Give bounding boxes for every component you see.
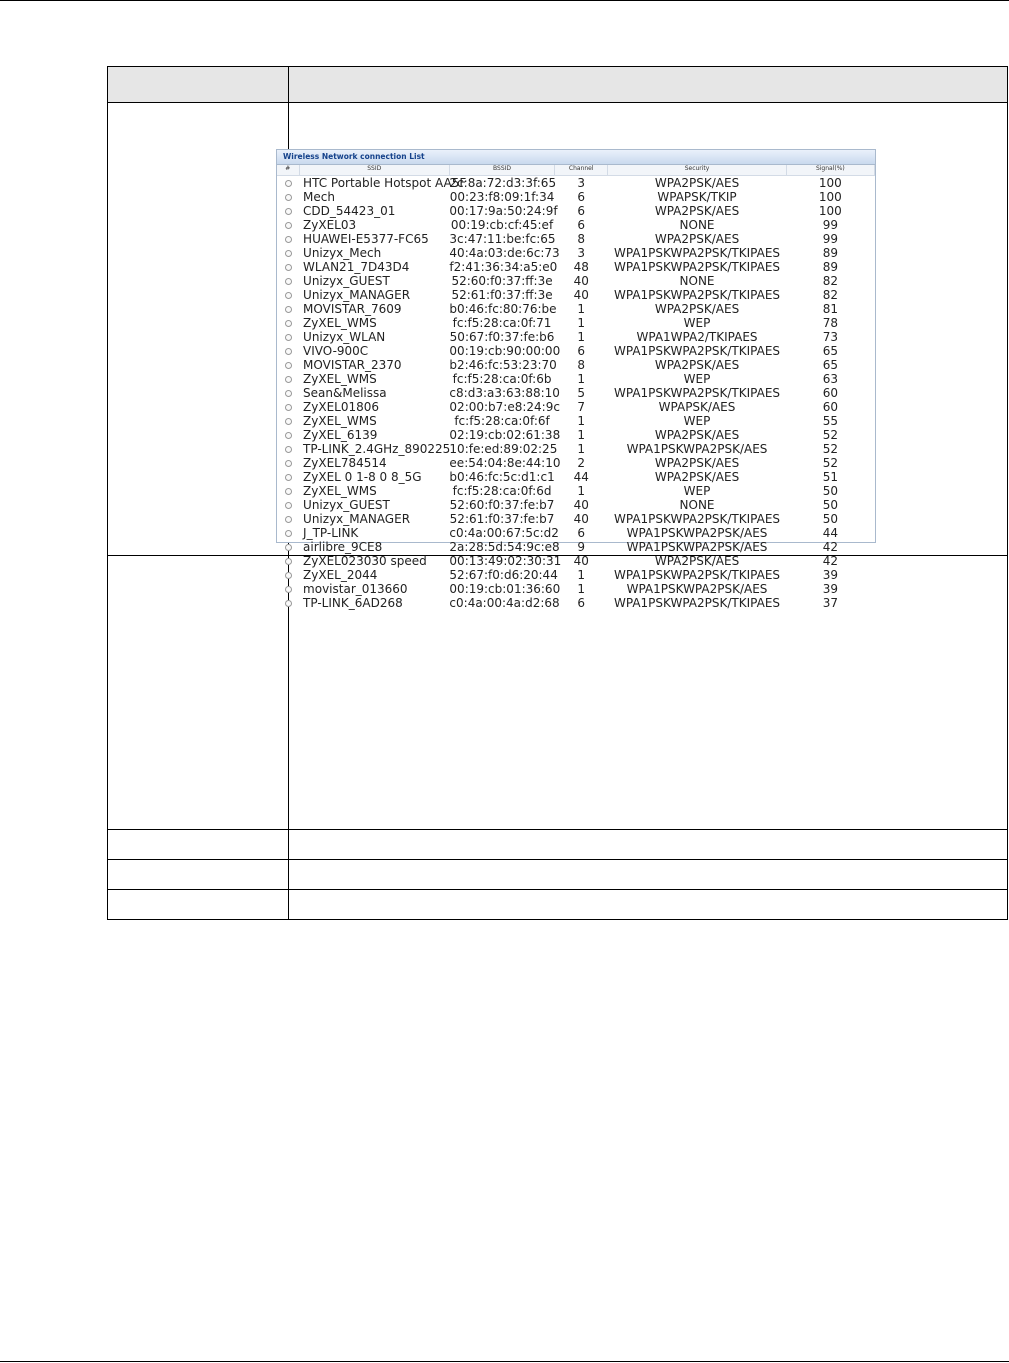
network-row[interactable] <box>277 246 875 260</box>
network-row[interactable] <box>277 218 875 232</box>
security-cell: WPA2PSK/AES <box>654 358 740 372</box>
radio-button[interactable] <box>285 474 292 481</box>
security-cell: WPA1PSKWPA2PSK/TKIPAES <box>614 596 781 610</box>
radio-button[interactable] <box>285 502 292 509</box>
bssid-cell: 50:67:f0:37:fe:b6 <box>449 330 555 344</box>
channel-cell: 8 <box>577 232 586 246</box>
channel-cell: 1 <box>577 442 586 456</box>
signal-cell: 89 <box>822 260 838 274</box>
channel-cell: 1 <box>577 484 586 498</box>
ssid-cell: VIVO-900C <box>303 344 369 358</box>
ssid-cell: Unizyx_WLAN <box>303 330 386 344</box>
channel-cell: 7 <box>577 400 586 414</box>
network-row[interactable] <box>277 190 875 204</box>
channel-cell: 3 <box>577 176 586 190</box>
network-row[interactable] <box>277 302 875 316</box>
network-row[interactable] <box>277 204 875 218</box>
channel-cell: 6 <box>577 218 586 232</box>
network-table-body <box>277 176 875 611</box>
network-row[interactable] <box>277 428 875 442</box>
security-cell: NONE <box>679 218 715 232</box>
bssid-cell: 10:fe:ed:89:02:25 <box>449 442 558 456</box>
radio-button[interactable] <box>285 572 292 579</box>
radio-button[interactable] <box>285 488 292 495</box>
network-row[interactable] <box>277 414 875 428</box>
radio-button[interactable] <box>285 236 292 243</box>
radio-button[interactable] <box>285 530 292 537</box>
channel-cell: 1 <box>577 414 586 428</box>
channel-cell: 1 <box>577 428 586 442</box>
radio-button[interactable] <box>285 390 292 397</box>
select-radio[interactable] <box>277 540 299 554</box>
bssid-cell: ee:54:04:8e:44:10 <box>449 456 561 470</box>
column-header-security[interactable]: Security <box>608 165 786 176</box>
bssid-cell: 52:60:f0:37:ff:3e <box>451 274 553 288</box>
radio-button[interactable] <box>285 264 292 271</box>
description-cell <box>289 860 1008 890</box>
ssid-cell: Unizyx_GUEST <box>303 498 390 512</box>
document-table <box>107 66 1008 920</box>
network-row[interactable] <box>277 330 875 344</box>
column-header-signal[interactable]: Signal(%) <box>786 165 874 176</box>
channel-cell: 40 <box>573 512 589 526</box>
column-header-ssid[interactable]: SSID <box>299 165 449 176</box>
select-radio[interactable] <box>277 344 299 358</box>
channel-cell: 6 <box>577 526 586 540</box>
signal-cell: 44 <box>822 526 838 540</box>
ssid-cell: WLAN21_7D43D4 <box>303 260 410 274</box>
select-radio[interactable] <box>277 204 299 218</box>
network-table-header <box>277 165 875 176</box>
select-radio[interactable] <box>277 526 299 540</box>
ssid-cell: ZyXEL784514 <box>303 456 387 470</box>
security-cell: WPA1WPA2/TKIPAES <box>636 330 758 344</box>
radio-button[interactable] <box>285 558 292 565</box>
radio-button[interactable] <box>285 348 292 355</box>
radio-button[interactable] <box>285 404 292 411</box>
select-radio[interactable] <box>277 428 299 442</box>
signal-cell: 60 <box>822 386 838 400</box>
security-cell: WPA1PSKWPA2PSK/TKIPAES <box>614 344 781 358</box>
signal-cell: 52 <box>822 456 838 470</box>
network-row[interactable] <box>277 470 875 484</box>
signal-cell: 42 <box>822 540 838 554</box>
ssid-cell: ZyXEL_WMS <box>303 372 377 386</box>
signal-cell: 100 <box>818 190 842 204</box>
bssid-cell: fc:f5:28:ca:0f:6b <box>452 372 552 386</box>
ssid-cell: airlibre_9CE8 <box>303 540 383 554</box>
label-cell <box>108 103 289 556</box>
radio-button[interactable] <box>285 460 292 467</box>
network-row[interactable] <box>277 526 875 540</box>
radio-button[interactable] <box>285 376 292 383</box>
select-radio[interactable] <box>277 288 299 302</box>
signal-cell: 60 <box>822 400 838 414</box>
select-radio[interactable] <box>277 582 299 596</box>
security-cell: NONE <box>679 498 715 512</box>
signal-cell: 82 <box>822 274 838 288</box>
security-cell: WPA1PSKWPA2PSK/TKIPAES <box>614 512 781 526</box>
network-row[interactable] <box>277 484 875 498</box>
channel-cell: 40 <box>573 288 589 302</box>
signal-cell: 89 <box>822 246 838 260</box>
radio-button[interactable] <box>285 544 292 551</box>
security-cell: WPA1PSKWPA2PSK/TKIPAES <box>614 568 781 582</box>
security-cell: WPA1PSKWPA2PSK/AES <box>626 582 768 596</box>
channel-cell: 40 <box>573 498 589 512</box>
bssid-cell: 00:19:cb:cf:45:ef <box>450 218 554 232</box>
channel-cell: 6 <box>577 204 586 218</box>
ssid-cell: ZyXEL_WMS <box>303 316 377 330</box>
signal-cell: 39 <box>822 568 838 582</box>
signal-cell: 39 <box>822 582 838 596</box>
network-row[interactable] <box>277 316 875 330</box>
signal-cell: 50 <box>822 498 838 512</box>
signal-cell: 82 <box>822 288 838 302</box>
ssid-cell: ZyXEL_WMS <box>303 484 377 498</box>
network-row[interactable] <box>277 442 875 456</box>
network-row[interactable] <box>277 386 875 400</box>
signal-cell: 78 <box>822 316 838 330</box>
ssid-cell: ZyXEL03 <box>303 218 357 232</box>
network-row[interactable] <box>277 176 875 191</box>
bssid-cell: 00:13:49:02:30:31 <box>449 554 562 568</box>
signal-cell: 99 <box>822 232 838 246</box>
bssid-cell: 52:60:f0:37:fe:b7 <box>449 498 555 512</box>
bssid-cell: 52:61:f0:37:fe:b7 <box>449 512 555 526</box>
ssid-cell: J_TP-LINK <box>303 526 359 540</box>
label-cell <box>108 830 289 860</box>
bssid-cell: 00:19:cb:90:00:00 <box>449 344 561 358</box>
signal-cell: 37 <box>822 596 838 610</box>
network-row[interactable] <box>277 274 875 288</box>
ssid-cell: TP-LINK_6AD268 <box>303 596 403 610</box>
radio-button[interactable] <box>285 292 292 299</box>
bssid-cell: b0:46:fc:80:76:be <box>449 302 557 316</box>
bssid-cell: 52:67:f0:d6:20:44 <box>449 568 558 582</box>
security-cell: WEP <box>683 414 711 428</box>
signal-cell: 81 <box>822 302 838 316</box>
select-radio[interactable] <box>277 358 299 372</box>
security-cell: WEP <box>683 316 711 330</box>
select-radio[interactable] <box>277 274 299 288</box>
ssid-cell: Mech <box>303 190 335 204</box>
channel-cell: 1 <box>577 316 586 330</box>
ssid-cell: ZyXEL_6139 <box>303 428 378 442</box>
security-cell: WPA2PSK/AES <box>654 232 740 246</box>
ssid-cell: Unizyx_MANAGER <box>303 288 411 302</box>
channel-cell: 1 <box>577 372 586 386</box>
channel-cell: 3 <box>577 246 586 260</box>
network-row[interactable] <box>277 232 875 246</box>
column-header-channel[interactable]: Channel <box>555 165 608 176</box>
security-cell: NONE <box>679 274 715 288</box>
radio-button[interactable] <box>285 320 292 327</box>
security-cell: WPA2PSK/AES <box>654 470 740 484</box>
bssid-cell: c0:4a:00:4a:d2:68 <box>449 596 560 610</box>
network-row[interactable] <box>277 400 875 414</box>
ssid-cell: CDD_54423_01 <box>303 204 396 218</box>
select-radio[interactable] <box>277 554 299 568</box>
bssid-cell: 00:23:f8:09:1f:34 <box>449 190 555 204</box>
bssid-cell: fc:f5:28:ca:0f:71 <box>452 316 552 330</box>
signal-cell: 73 <box>822 330 838 344</box>
select-radio[interactable] <box>277 330 299 344</box>
radio-button[interactable] <box>285 432 292 439</box>
bssid-cell: 40:4a:03:de:6c:73 <box>449 246 560 260</box>
channel-cell: 5 <box>577 386 586 400</box>
ssid-cell: Unizyx_GUEST <box>303 274 390 288</box>
select-radio[interactable] <box>277 470 299 484</box>
bssid-cell: 02:00:b7:e8:24:9c <box>449 400 560 414</box>
network-row[interactable] <box>277 372 875 386</box>
select-radio[interactable] <box>277 498 299 512</box>
security-cell: WPA2PSK/AES <box>654 302 740 316</box>
radio-button[interactable] <box>285 586 292 593</box>
security-cell: WPA1PSKWPA2PSK/TKIPAES <box>614 246 781 260</box>
signal-cell: 51 <box>822 470 838 484</box>
header-rule <box>0 0 1009 1</box>
column-header-index: # <box>277 165 299 176</box>
security-cell: WPA1PSKWPA2PSK/TKIPAES <box>614 288 781 302</box>
ssid-cell: ZyXEL_WMS <box>303 414 377 428</box>
table-row <box>108 860 1008 890</box>
signal-cell: 52 <box>822 428 838 442</box>
signal-cell: 50 <box>822 484 838 498</box>
security-cell: WPA2PSK/AES <box>654 554 740 568</box>
radio-button[interactable] <box>285 194 292 201</box>
signal-cell: 42 <box>822 554 838 568</box>
channel-cell: 1 <box>577 330 586 344</box>
bssid-cell: 3c:47:11:be:fc:65 <box>449 232 556 246</box>
ssid-cell: movistar_013660 <box>303 582 408 596</box>
table-row <box>108 890 1008 920</box>
ssid-cell: MOVISTAR_2370 <box>303 358 402 372</box>
radio-button[interactable] <box>285 180 292 187</box>
signal-cell: 99 <box>822 218 838 232</box>
select-radio[interactable] <box>277 456 299 470</box>
signal-cell: 100 <box>818 204 842 218</box>
security-cell: WPA1PSKWPA2PSK/AES <box>626 442 768 456</box>
channel-cell: 2 <box>577 456 586 470</box>
ssid-cell: Unizyx_Mech <box>303 246 382 260</box>
select-radio[interactable] <box>277 246 299 260</box>
panel-title: Wireless Network connection List <box>277 150 875 165</box>
column-header-bssid[interactable]: BSSID <box>449 165 554 176</box>
ssid-cell: ZyXEL 0 1-8 0 8_5G <box>303 470 422 484</box>
channel-cell: 9 <box>577 540 586 554</box>
signal-cell: 50 <box>822 512 838 526</box>
signal-cell: 65 <box>822 344 838 358</box>
footer-rule <box>0 1361 1009 1362</box>
radio-button[interactable] <box>285 516 292 523</box>
table-header-row <box>108 67 1008 103</box>
security-cell: WPAPSK/AES <box>658 400 736 414</box>
channel-cell: 8 <box>577 358 586 372</box>
signal-cell: 52 <box>822 442 838 456</box>
label-cell <box>108 860 289 890</box>
radio-button[interactable] <box>285 418 292 425</box>
network-row[interactable] <box>277 260 875 274</box>
select-radio[interactable] <box>277 260 299 274</box>
bssid-cell: 02:19:cb:02:61:38 <box>449 428 561 442</box>
header-cell-label <box>108 67 289 103</box>
select-radio[interactable] <box>277 190 299 204</box>
label-cell <box>108 556 289 830</box>
description-cell <box>289 830 1008 860</box>
channel-cell: 1 <box>577 302 586 316</box>
select-radio[interactable] <box>277 386 299 400</box>
select-radio[interactable] <box>277 232 299 246</box>
channel-cell: 6 <box>577 344 586 358</box>
bssid-cell: f2:41:36:34:a5:e0 <box>449 260 558 274</box>
bssid-cell: 00:19:cb:01:36:60 <box>449 582 561 596</box>
bssid-cell: 2a:28:5d:54:9c:e8 <box>449 540 560 554</box>
security-cell: WPA2PSK/AES <box>654 456 740 470</box>
signal-cell: 55 <box>822 414 838 428</box>
ssid-cell: Unizyx_MANAGER <box>303 512 411 526</box>
label-cell <box>108 890 289 920</box>
ssid-cell: TP-LINK_2.4GHz_890225 <box>303 442 451 456</box>
select-radio[interactable] <box>277 302 299 316</box>
radio-button[interactable] <box>285 208 292 215</box>
radio-button[interactable] <box>285 600 292 607</box>
channel-cell: 6 <box>577 596 586 610</box>
select-radio[interactable] <box>277 400 299 414</box>
security-cell: WPA1PSKWPA2PSK/AES <box>626 540 768 554</box>
network-row[interactable] <box>277 568 875 582</box>
ssid-cell: HUAWEI-E5377-FC65 <box>303 232 429 246</box>
ssid-cell: ZyXEL01806 <box>303 400 380 414</box>
channel-cell: 6 <box>577 190 586 204</box>
table-row-screenshot <box>108 103 1008 556</box>
network-row[interactable] <box>277 358 875 372</box>
select-radio[interactable] <box>277 316 299 330</box>
bssid-cell: c8:d3:a3:63:88:10 <box>449 386 560 400</box>
description-cell <box>283 103 1008 610</box>
bssid-cell: c0:4a:00:67:5c:d2 <box>449 526 559 540</box>
ssid-cell: HTC Portable Hotspot AA5F <box>303 176 467 190</box>
security-cell: WEP <box>683 484 711 498</box>
bssid-cell: 2c:8a:72:d3:3f:65 <box>449 176 557 190</box>
security-cell: WPA2PSK/AES <box>654 204 740 218</box>
network-row[interactable] <box>277 498 875 512</box>
radio-button[interactable] <box>285 222 292 229</box>
bssid-cell: fc:f5:28:ca:0f:6f <box>454 414 550 428</box>
ssid-cell: ZyXEL_2044 <box>303 568 378 582</box>
network-row[interactable] <box>277 582 875 596</box>
ssid-cell: MOVISTAR_7609 <box>303 302 402 316</box>
select-radio[interactable] <box>277 596 299 610</box>
security-cell: WPA2PSK/AES <box>654 176 740 190</box>
bssid-cell: b2:46:fc:53:23:70 <box>449 358 557 372</box>
signal-cell: 65 <box>822 358 838 372</box>
select-radio[interactable] <box>277 176 299 191</box>
network-row[interactable] <box>277 344 875 358</box>
radio-button[interactable] <box>285 446 292 453</box>
select-radio[interactable] <box>277 568 299 582</box>
network-row[interactable] <box>277 456 875 470</box>
network-row[interactable] <box>277 596 875 610</box>
security-cell: WPA1PSKWPA2PSK/AES <box>626 526 768 540</box>
ssid-cell: Sean&Melissa <box>303 386 387 400</box>
radio-button[interactable] <box>285 306 292 313</box>
network-row[interactable] <box>277 554 875 568</box>
bssid-cell: 52:61:f0:37:ff:3e <box>451 288 553 302</box>
select-radio[interactable] <box>277 484 299 498</box>
ssid-cell: ZyXEL023030 speed <box>303 554 427 568</box>
table-row <box>108 830 1008 860</box>
security-cell: WPA2PSK/AES <box>654 428 740 442</box>
network-row[interactable] <box>277 288 875 302</box>
channel-cell: 1 <box>577 568 586 582</box>
channel-cell: 1 <box>577 582 586 596</box>
select-radio[interactable] <box>277 442 299 456</box>
channel-cell: 40 <box>573 274 589 288</box>
network-row[interactable] <box>277 540 875 554</box>
bssid-cell: 00:17:9a:50:24:9f <box>449 204 558 218</box>
security-cell: WPAPSK/TKIP <box>657 190 737 204</box>
header-cell-description <box>289 67 1008 103</box>
network-table <box>277 165 875 610</box>
radio-button[interactable] <box>285 362 292 369</box>
radio-button[interactable] <box>285 334 292 341</box>
security-cell: WEP <box>683 372 711 386</box>
signal-cell: 63 <box>822 372 838 386</box>
network-row[interactable] <box>277 512 875 526</box>
channel-cell: 44 <box>573 470 589 484</box>
select-radio[interactable] <box>277 512 299 526</box>
select-radio[interactable] <box>277 218 299 232</box>
channel-cell: 40 <box>573 554 589 568</box>
select-radio[interactable] <box>277 414 299 428</box>
radio-button[interactable] <box>285 250 292 257</box>
channel-cell: 48 <box>573 260 589 274</box>
description-cell <box>289 890 1008 920</box>
security-cell: WPA1PSKWPA2PSK/TKIPAES <box>614 386 781 400</box>
bssid-cell: b0:46:fc:5c:d1:c1 <box>449 470 555 484</box>
security-cell: WPA1PSKWPA2PSK/TKIPAES <box>614 260 781 274</box>
signal-cell: 100 <box>818 176 842 190</box>
bssid-cell: fc:f5:28:ca:0f:6d <box>452 484 552 498</box>
wireless-network-list-panel <box>276 149 876 610</box>
select-radio[interactable] <box>277 372 299 386</box>
radio-button[interactable] <box>285 278 292 285</box>
